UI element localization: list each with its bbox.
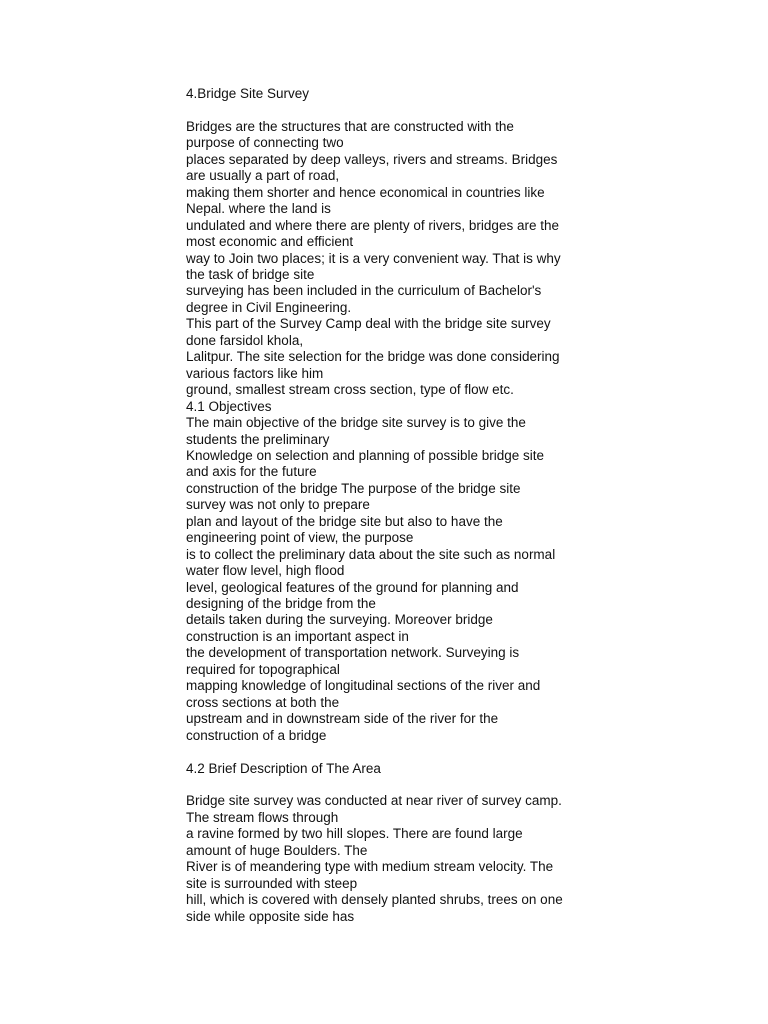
text-line: upstream and in downstream side of the river for the — [186, 711, 499, 727]
text-line: surveying has been included in the curriculum of Bachelor's — [186, 283, 542, 299]
subsection-heading: 4.1 Objectives — [186, 398, 272, 414]
text-line: places separated by deep valleys, rivers and streams. Bridges — [186, 151, 558, 167]
text-line: construction is an important aspect in — [186, 628, 409, 644]
text-line: ground, smallest stream cross section, type of flow etc. — [186, 382, 514, 398]
text-line: students the preliminary — [186, 431, 330, 447]
text-line: side while opposite side has — [186, 908, 355, 924]
document-page — [186, 86, 606, 925]
text-line: engineering point of view, the purpose — [186, 530, 414, 546]
text-line: survey was not only to prepare — [186, 497, 370, 513]
text-line: Lalitpur. The site selection for the bridge was done considering — [186, 349, 560, 365]
text-line: various factors like him — [186, 365, 324, 381]
paragraph-gap — [186, 777, 606, 793]
text-line: Bridges are the structures that are constructed with the — [186, 118, 514, 134]
text-line: the development of transportation network. Surveying is — [186, 645, 520, 661]
text-line: The main objective of the bridge site survey is to give the — [186, 415, 526, 431]
text-line: details taken during the surveying. Moreover bridge — [186, 612, 493, 628]
text-line: amount of huge Boulders. The — [186, 842, 368, 858]
text-line: River is of meandering type with medium stream velocity. The — [186, 859, 554, 875]
text-line: most economic and efficient — [186, 234, 354, 250]
text-line: Nepal. where the land is — [186, 201, 331, 217]
text-line: and axis for the future — [186, 464, 317, 480]
text-line: are usually a part of road, — [186, 168, 340, 184]
text-line: cross sections at both the — [186, 694, 340, 710]
paragraph-gap — [186, 102, 606, 118]
text-line: purpose of connecting two — [186, 135, 344, 151]
text-line: required for topographical — [186, 661, 340, 677]
text-line: Bridge site survey was conducted at near river of survey camp. — [186, 793, 562, 809]
text-line: level, geological features of the ground for planning and — [186, 579, 519, 595]
text-line: water flow level, high flood — [186, 563, 345, 579]
text-line: hill, which is covered with densely planted shrubs, trees on one — [186, 892, 563, 908]
text-line: degree in Civil Engineering. — [186, 299, 352, 315]
text-line: the task of bridge site — [186, 266, 315, 282]
text-line: The stream flows through — [186, 809, 339, 825]
text-line: construction of a bridge — [186, 727, 327, 743]
text-line: This part of the Survey Camp deal with the bridge site survey — [186, 316, 551, 332]
text-line: is to collect the preliminary data about the site such as normal — [186, 546, 556, 562]
text-line: a ravine formed by two hill slopes. There are found large — [186, 826, 523, 842]
text-line: undulated and where there are plenty of rivers, bridges are the — [186, 217, 559, 233]
paragraph-gap — [186, 744, 606, 760]
text-line: making them shorter and hence economical in countries like — [186, 184, 545, 200]
text-line: site is surrounded with steep — [186, 875, 358, 891]
subsection-heading: 4.2 Brief Description of The Area — [186, 760, 381, 776]
text-line: way to Join two places; it is a very convenient way. That is why — [186, 250, 561, 266]
text-line: plan and layout of the bridge site but also to have the — [186, 513, 503, 529]
text-line: done farsidol khola, — [186, 332, 304, 348]
section-title: 4.Bridge Site Survey — [186, 86, 310, 101]
text-line: designing of the bridge from the — [186, 596, 376, 612]
text-line: Knowledge on selection and planning of possible bridge site — [186, 447, 545, 463]
text-line: mapping knowledge of longitudinal sections of the river and — [186, 678, 541, 694]
text-line: construction of the bridge The purpose of the bridge site — [186, 480, 521, 496]
